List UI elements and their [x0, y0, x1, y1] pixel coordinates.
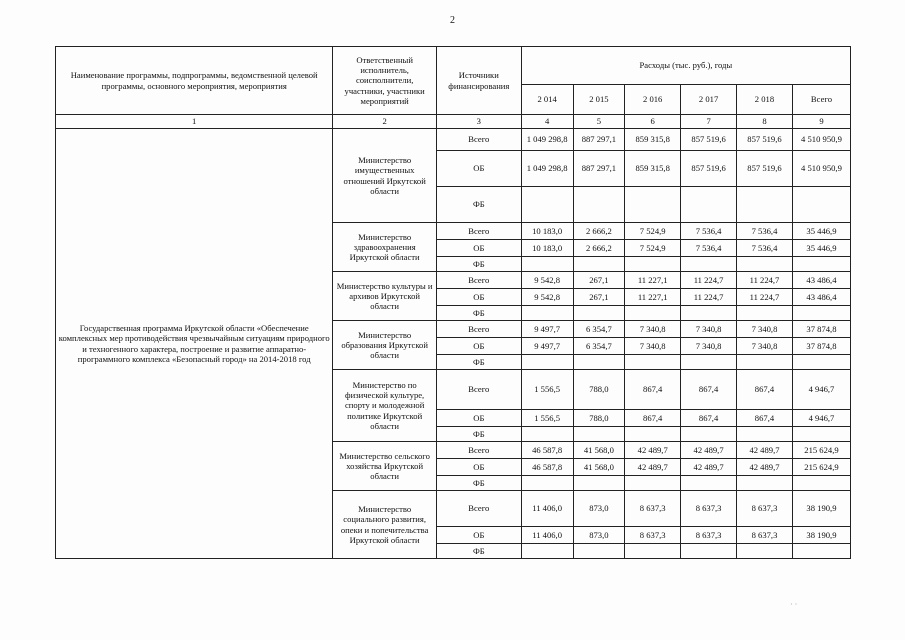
value-total: 35 446,9 [792, 223, 850, 240]
funding-source: ОБ [436, 459, 521, 476]
value-total [792, 306, 850, 321]
value-cell [521, 427, 573, 442]
ministry-name: Министерство социального развития, опеки и попечительства Иркутской области [333, 491, 437, 559]
value-cell: 857 519,6 [737, 129, 793, 151]
value-cell: 8 637,3 [737, 491, 793, 527]
value-total: 4 946,7 [792, 410, 850, 427]
value-cell: 267,1 [573, 289, 625, 306]
column-number: 9 [792, 115, 850, 129]
value-cell: 857 519,6 [681, 129, 737, 151]
value-cell: 10 183,0 [521, 223, 573, 240]
value-cell: 867,4 [625, 410, 681, 427]
value-cell: 867,4 [737, 370, 793, 410]
funding-source: Всего [436, 272, 521, 289]
value-total: 4 510 950,9 [792, 129, 850, 151]
funding-source: ФБ [436, 187, 521, 223]
value-cell [521, 476, 573, 491]
ministry-name: Министерство имущественных отношений Иркутской области [333, 129, 437, 223]
value-cell: 857 519,6 [737, 151, 793, 187]
value-total [792, 544, 850, 559]
ministry-name: Министерство культуры и архивов Иркутской области [333, 272, 437, 321]
value-total: 35 446,9 [792, 240, 850, 257]
value-cell: 42 489,7 [681, 442, 737, 459]
value-cell [573, 476, 625, 491]
value-cell: 873,0 [573, 491, 625, 527]
value-total [792, 187, 850, 223]
value-cell: 859 315,8 [625, 129, 681, 151]
value-cell: 6 354,7 [573, 321, 625, 338]
value-total [792, 355, 850, 370]
value-cell: 8 637,3 [681, 527, 737, 544]
value-total [792, 257, 850, 272]
value-cell [573, 187, 625, 223]
column-number: 5 [573, 115, 625, 129]
value-cell: 2 666,2 [573, 240, 625, 257]
value-cell: 887 297,1 [573, 151, 625, 187]
value-cell [625, 306, 681, 321]
value-cell: 42 489,7 [625, 442, 681, 459]
value-cell: 8 637,3 [625, 527, 681, 544]
expenses-table [55, 46, 851, 559]
value-cell [737, 306, 793, 321]
funding-source: Всего [436, 129, 521, 151]
header-expenses: Расходы (тыс. руб.), годы [521, 47, 850, 85]
value-cell: 857 519,6 [681, 151, 737, 187]
value-total [792, 476, 850, 491]
funding-source: ОБ [436, 338, 521, 355]
ministry-name: Министерство сельского хозяйства Иркутской области [333, 442, 437, 491]
value-cell: 1 049 298,8 [521, 151, 573, 187]
value-cell: 11 406,0 [521, 491, 573, 527]
value-cell [521, 257, 573, 272]
value-cell [625, 257, 681, 272]
ministry-name: Министерство образования Иркутской области [333, 321, 437, 370]
value-cell: 11 224,7 [737, 289, 793, 306]
value-cell [737, 187, 793, 223]
value-cell [573, 355, 625, 370]
value-cell: 7 536,4 [737, 223, 793, 240]
value-cell: 8 637,3 [625, 491, 681, 527]
value-cell: 9 542,8 [521, 272, 573, 289]
value-cell [521, 306, 573, 321]
value-cell: 9 542,8 [521, 289, 573, 306]
value-cell [681, 427, 737, 442]
value-cell: 7 524,9 [625, 223, 681, 240]
value-cell: 267,1 [573, 272, 625, 289]
column-number: 3 [436, 115, 521, 129]
value-cell [521, 187, 573, 223]
header-year: 2 015 [573, 85, 625, 115]
header-program-name: Наименование программы, подпрограммы, ведомственной целевой программы, основного мероприятия, мероприятия [56, 47, 333, 115]
value-total: 43 486,4 [792, 289, 850, 306]
funding-source: Всего [436, 223, 521, 240]
value-cell: 7 524,9 [625, 240, 681, 257]
funding-source: ФБ [436, 427, 521, 442]
value-cell: 867,4 [681, 370, 737, 410]
value-cell: 6 354,7 [573, 338, 625, 355]
header-year: 2 017 [681, 85, 737, 115]
funding-source: Всего [436, 491, 521, 527]
value-total: 37 874,8 [792, 321, 850, 338]
value-cell [625, 187, 681, 223]
value-cell: 1 049 298,8 [521, 129, 573, 151]
value-total: 4 946,7 [792, 370, 850, 410]
value-cell: 8 637,3 [681, 491, 737, 527]
value-cell: 41 568,0 [573, 442, 625, 459]
funding-source: ОБ [436, 410, 521, 427]
header-total: Всего [792, 85, 850, 115]
value-cell [681, 257, 737, 272]
column-number: 7 [681, 115, 737, 129]
value-total: 43 486,4 [792, 272, 850, 289]
value-cell: 788,0 [573, 410, 625, 427]
value-cell: 7 340,8 [625, 321, 681, 338]
value-cell: 7 536,4 [681, 240, 737, 257]
value-cell: 867,4 [681, 410, 737, 427]
funding-source: Всего [436, 442, 521, 459]
value-cell [681, 306, 737, 321]
value-total: 215 624,9 [792, 459, 850, 476]
scan-speckle: · · [790, 600, 798, 609]
value-total: 38 190,9 [792, 491, 850, 527]
value-cell [625, 476, 681, 491]
column-numbers-row [56, 115, 851, 129]
value-cell: 46 587,8 [521, 459, 573, 476]
value-total: 4 510 950,9 [792, 151, 850, 187]
value-cell: 7 536,4 [737, 240, 793, 257]
value-cell: 41 568,0 [573, 459, 625, 476]
header-executor: Ответственный исполнитель, соисполнители, участники, участники мероприятий [333, 47, 437, 115]
value-cell: 11 227,1 [625, 272, 681, 289]
column-number: 8 [737, 115, 793, 129]
value-cell: 46 587,8 [521, 442, 573, 459]
value-cell: 11 224,7 [737, 272, 793, 289]
value-cell: 11 224,7 [681, 289, 737, 306]
funding-source: ФБ [436, 544, 521, 559]
header-row [56, 47, 851, 85]
funding-source: ФБ [436, 257, 521, 272]
funding-source: ФБ [436, 355, 521, 370]
value-cell [681, 476, 737, 491]
value-cell [737, 257, 793, 272]
value-cell: 788,0 [573, 370, 625, 410]
value-cell [625, 427, 681, 442]
value-cell: 7 340,8 [681, 321, 737, 338]
value-cell [521, 355, 573, 370]
value-cell: 11 224,7 [681, 272, 737, 289]
value-cell [737, 476, 793, 491]
program-name: Государственная программа Иркутской области «Обеспечение комплексных мер противодействия чрезвычайным ситуациям природного и техногенного характера, построение и развитие аппаратно-программного комплекса «Безопасный город» на 2014-2018 год [56, 129, 333, 559]
header-year: 2 014 [521, 85, 573, 115]
value-cell [681, 187, 737, 223]
value-cell [521, 544, 573, 559]
value-cell: 9 497,7 [521, 321, 573, 338]
value-cell: 42 489,7 [737, 442, 793, 459]
value-cell: 7 340,8 [737, 338, 793, 355]
funding-source: ФБ [436, 476, 521, 491]
funding-source: ОБ [436, 527, 521, 544]
value-cell: 9 497,7 [521, 338, 573, 355]
header-year: 2 016 [625, 85, 681, 115]
value-cell: 42 489,7 [681, 459, 737, 476]
value-cell: 11 227,1 [625, 289, 681, 306]
page-number: 2 [450, 15, 455, 26]
value-cell [573, 427, 625, 442]
value-cell [573, 544, 625, 559]
column-number: 2 [333, 115, 437, 129]
value-total: 215 624,9 [792, 442, 850, 459]
column-number: 4 [521, 115, 573, 129]
value-cell [737, 427, 793, 442]
value-cell: 887 297,1 [573, 129, 625, 151]
column-number: 6 [625, 115, 681, 129]
funding-source: Всего [436, 321, 521, 338]
value-cell [681, 355, 737, 370]
value-cell [625, 544, 681, 559]
header-year: 2 018 [737, 85, 793, 115]
value-cell [681, 544, 737, 559]
value-cell: 867,4 [737, 410, 793, 427]
value-cell: 873,0 [573, 527, 625, 544]
value-total: 37 874,8 [792, 338, 850, 355]
funding-source: ОБ [436, 240, 521, 257]
value-cell: 10 183,0 [521, 240, 573, 257]
value-cell: 859 315,8 [625, 151, 681, 187]
value-cell: 7 340,8 [737, 321, 793, 338]
value-cell: 42 489,7 [625, 459, 681, 476]
funding-source: Всего [436, 370, 521, 410]
funding-source: ФБ [436, 306, 521, 321]
ministry-name: Министерство по физической культуре, спорту и молодежной политике Иркутской области [333, 370, 437, 442]
value-total [792, 427, 850, 442]
value-cell [625, 355, 681, 370]
column-number: 1 [56, 115, 333, 129]
funding-source: ОБ [436, 151, 521, 187]
value-cell: 867,4 [625, 370, 681, 410]
value-cell: 7 536,4 [681, 223, 737, 240]
value-cell [737, 544, 793, 559]
table-row [56, 129, 851, 151]
value-cell [737, 355, 793, 370]
value-cell: 1 556,5 [521, 410, 573, 427]
header-sources: Источники финансирования [436, 47, 521, 115]
value-cell: 1 556,5 [521, 370, 573, 410]
value-cell [573, 306, 625, 321]
value-cell: 42 489,7 [737, 459, 793, 476]
value-total: 38 190,9 [792, 527, 850, 544]
funding-source: ОБ [436, 289, 521, 306]
value-cell [573, 257, 625, 272]
value-cell: 11 406,0 [521, 527, 573, 544]
ministry-name: Министерство здравоохранения Иркутской области [333, 223, 437, 272]
value-cell: 2 666,2 [573, 223, 625, 240]
value-cell: 8 637,3 [737, 527, 793, 544]
value-cell: 7 340,8 [625, 338, 681, 355]
value-cell: 7 340,8 [681, 338, 737, 355]
